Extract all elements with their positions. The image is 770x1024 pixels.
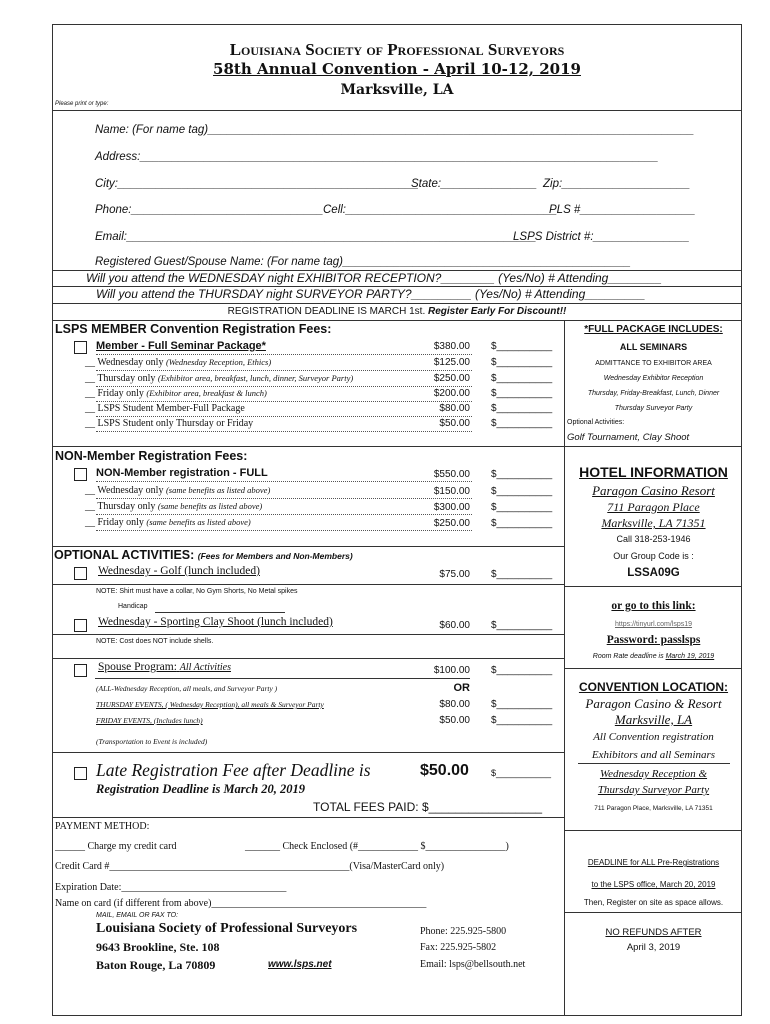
room-deadline-prefix: Room Rate deadline is bbox=[592, 653, 664, 660]
spouse-amount[interactable]: $__________ bbox=[491, 665, 553, 676]
convention-underline bbox=[578, 763, 730, 764]
member-thursday-price: $250.00 bbox=[433, 373, 470, 384]
golf-note: NOTE: Shirt must have a collar, No Gym Shorts, No Metal spikes bbox=[96, 588, 298, 595]
member-wednesday-detail: (Wednesday Reception, Ethics) bbox=[165, 357, 272, 367]
dotted-leader bbox=[96, 530, 472, 531]
convention-address: 711 Paragon Place, Marksville, LA 71351 bbox=[594, 805, 713, 812]
golf-price: $75.00 bbox=[439, 569, 470, 580]
spouse-line bbox=[95, 678, 470, 679]
credit-card-field[interactable]: Credit Card #________________________________________________(Visa/MasterCard only) bbox=[55, 861, 445, 872]
room-deadline-date: March 19, 2019 bbox=[665, 653, 715, 660]
sidebar-divider-1 bbox=[564, 446, 742, 447]
member-thursday-detail: (Exhibitor area, breakfast, lunch, dinner, Surveyor Party) bbox=[157, 373, 354, 383]
spouse-friday: FRIDAY EVENTS, (Includes lunch) bbox=[96, 716, 203, 725]
hotel-password: Password: passlsps bbox=[606, 634, 701, 646]
spouse-divider-top bbox=[52, 658, 564, 659]
district-field[interactable]: LSPS District #:_______________ bbox=[513, 231, 690, 243]
spouse-friday-price: $50.00 bbox=[439, 715, 470, 726]
total-label: TOTAL FEES PAID: bbox=[313, 800, 419, 814]
dotted-leader bbox=[96, 386, 472, 387]
footer-street: 9643 Brookline, Ste. 108 bbox=[96, 940, 220, 954]
convention-title: 58th Annual Convention - April 10-12, 2019 bbox=[213, 60, 581, 78]
wed-reception-text: Wednesday Exhibitor Reception bbox=[603, 375, 704, 382]
hotel-booking-link[interactable]: https://tinyurl.com/lsps19 bbox=[614, 621, 693, 628]
member-thursday-label: Thursday only bbox=[97, 373, 156, 384]
nonmember-thursday-label: Thursday only bbox=[97, 501, 156, 512]
member-friday-price: $200.00 bbox=[433, 388, 470, 399]
member-wednesday-row[interactable]: __ Wednesday only (Wednesday Reception, Ethics) bbox=[85, 357, 272, 368]
spouse-price: $100.00 bbox=[433, 665, 470, 676]
print-note: Please print or type: bbox=[55, 101, 109, 107]
footer-email: Email: lsps@bellsouth.net bbox=[420, 959, 526, 970]
nonmember-section-heading: NON-Member Registration Fees: bbox=[55, 449, 248, 463]
member-thursday-amount[interactable]: $__________ bbox=[491, 373, 553, 384]
convention-exhibitors: Exhibitors and all Seminars bbox=[591, 749, 716, 761]
optional-activities-list: Golf Tournament, Clay Shoot bbox=[567, 432, 690, 443]
member-full-amount[interactable]: $__________ bbox=[491, 341, 553, 352]
check-enclosed-option[interactable]: _______ Check Enclosed (#____________ $________________) bbox=[245, 841, 509, 852]
expiration-field[interactable]: Expiration Date:_________________________________ bbox=[55, 882, 287, 893]
late-divider bbox=[52, 752, 564, 753]
nonmember-divider bbox=[52, 546, 564, 547]
spouse-all-note: (ALL-Wednesday Reception, all meals, and Surveyor Party ) bbox=[96, 684, 278, 693]
spouse-detail: All Activities bbox=[179, 662, 231, 673]
convention-location-heading: CONVENTION LOCATION: bbox=[578, 680, 729, 694]
student-full-label: LSPS Student Member-Full Package bbox=[97, 403, 245, 414]
nonmember-friday-amount[interactable]: $__________ bbox=[491, 518, 553, 529]
deadline-notice bbox=[52, 306, 742, 317]
nonmember-friday-row[interactable]: __ Friday only (same benefits as listed above) bbox=[85, 517, 251, 528]
member-thursday-row[interactable]: __ Thursday only (Exhibitor area, breakfast, lunch, dinner, Surveyor Party) bbox=[85, 373, 354, 384]
deadline-notice-italic: Register Early For Discount!! bbox=[428, 306, 567, 317]
guest-name-field[interactable]: Registered Guest/Spouse Name: (For name tag)_____________________________________________ bbox=[95, 256, 631, 268]
sidebar-divider-4 bbox=[564, 830, 742, 831]
clay-amount[interactable]: $__________ bbox=[491, 620, 553, 631]
package-heading: *FULL PACKAGE INCLUDES: bbox=[584, 324, 723, 335]
clay-note: NOTE: Cost does NOT include shells. bbox=[96, 638, 214, 645]
hotel-heading: HOTEL INFORMATION bbox=[579, 464, 728, 480]
dotted-leader bbox=[96, 431, 472, 432]
dotted-leader bbox=[96, 370, 472, 371]
dotted-leader bbox=[96, 401, 472, 402]
convention-city: Marksville, LA bbox=[614, 712, 693, 727]
nonmember-thursday-price: $300.00 bbox=[433, 502, 470, 513]
group-code: LSSA09G bbox=[627, 567, 680, 579]
nonmember-wednesday-detail: (same benefits as listed above) bbox=[165, 485, 271, 495]
nonmember-full-amount[interactable]: $__________ bbox=[491, 469, 553, 480]
sidebar-divider-5 bbox=[564, 912, 742, 913]
spouse-thursday: THURSDAY EVENTS, ( Wednesday Reception), all meals & Surveyor Party bbox=[96, 700, 324, 709]
mail-note: MAIL, EMAIL OR FAX TO: bbox=[96, 912, 179, 919]
total-amount[interactable]: $_________________ bbox=[421, 800, 543, 814]
optional-activities-label: Optional Activities: bbox=[567, 419, 625, 426]
late-checkbox[interactable] bbox=[74, 767, 87, 780]
nonmember-wednesday-label: Wednesday only bbox=[97, 485, 164, 496]
org-title: Louisiana Society of Professional Surveyors bbox=[229, 40, 565, 59]
header-divider bbox=[52, 110, 742, 111]
member-full-label: Member - Full Seminar Package* bbox=[96, 340, 266, 352]
wednesday-attend-question[interactable]: Will you attend the WEDNESDAY night EXHIBITOR RECEPTION?________ (Yes/No) # Attending________ bbox=[86, 271, 662, 285]
spouse-label: Spouse Program: bbox=[98, 661, 177, 673]
zip-field[interactable]: Zip:____________________ bbox=[543, 178, 691, 190]
hotel-name: Paragon Casino Resort bbox=[592, 483, 715, 498]
cell-field[interactable]: Cell:_________________________________ bbox=[323, 204, 558, 216]
spouse-checkbox[interactable] bbox=[74, 664, 87, 677]
total-divider bbox=[52, 817, 564, 818]
city-field[interactable]: City:_______________________________________________ bbox=[95, 178, 419, 190]
nonmember-friday-detail: (same benefits as listed above) bbox=[146, 517, 251, 527]
nonmember-friday-price: $250.00 bbox=[433, 518, 470, 529]
room-deadline bbox=[565, 653, 742, 660]
nonmember-full-checkbox[interactable] bbox=[74, 468, 87, 481]
student-full-price: $80.00 bbox=[439, 403, 470, 414]
member-full-price: $380.00 bbox=[433, 341, 470, 352]
pls-field[interactable]: PLS #__________________ bbox=[549, 204, 696, 216]
preregistration-deadline: DEADLINE for ALL Pre-Registrations bbox=[587, 858, 720, 867]
name-field[interactable]: Name: (For name tag)____________________________________________________________________________ bbox=[95, 124, 695, 136]
footer-org-name: Louisiana Society of Professional Surveyors bbox=[96, 921, 358, 936]
nonmember-full-label: NON-Member registration - FULL bbox=[96, 467, 268, 479]
onsite-registration-note: Then, Register on site as space allows. bbox=[583, 898, 724, 907]
member-section-heading: LSPS MEMBER Convention Registration Fees: bbox=[55, 322, 332, 336]
payment-heading: PAYMENT METHOD: bbox=[55, 821, 150, 832]
refund-date: April 3, 2019 bbox=[626, 942, 681, 953]
link-label: or go to this link: bbox=[611, 600, 696, 612]
nonmember-full-price: $550.00 bbox=[433, 469, 470, 480]
transport-note: (Transportation to Event is included) bbox=[96, 737, 208, 746]
member-friday-amount[interactable]: $__________ bbox=[491, 388, 553, 399]
dotted-leader bbox=[96, 481, 472, 482]
clay-price: $60.00 bbox=[439, 620, 470, 631]
member-wednesday-price: $125.00 bbox=[433, 357, 470, 368]
dotted-leader bbox=[96, 416, 472, 417]
member-wednesday-label: Wednesday only bbox=[97, 357, 164, 368]
late-price: $50.00 bbox=[420, 762, 469, 779]
golf-handicap-label: Handicap bbox=[118, 603, 148, 610]
late-deadline: Registration Deadline is March 20, 2019 bbox=[96, 782, 306, 796]
member-friday-label: Friday only bbox=[97, 388, 144, 399]
hotel-city: Marksville, LA 71351 bbox=[601, 516, 706, 530]
hotel-street: 711 Paragon Place bbox=[607, 500, 700, 514]
student-full-amount[interactable]: $__________ bbox=[491, 403, 553, 414]
student-day-price: $50.00 bbox=[439, 418, 470, 429]
convention-wednesday: Wednesday Reception & bbox=[599, 768, 708, 780]
optional-heading-title: OPTIONAL ACTIVITIES: bbox=[54, 548, 195, 562]
golf-amount[interactable]: $__________ bbox=[491, 569, 553, 580]
address-field[interactable]: Address:_________________________________________________________________________________ bbox=[95, 151, 659, 163]
thu-fri-text: Thursday, Friday-Breakfast, Lunch, Dinner bbox=[587, 390, 720, 397]
clay-checkbox[interactable] bbox=[74, 619, 87, 632]
spouse-row bbox=[98, 661, 231, 673]
dotted-leader bbox=[96, 514, 472, 515]
student-day-label: LSPS Student only Thursday or Friday bbox=[97, 418, 254, 429]
golf-label: Wednesday - Golf (lunch included) bbox=[98, 565, 260, 577]
sidebar-divider-3 bbox=[564, 668, 742, 669]
footer-website-link[interactable]: www.lsps.net bbox=[268, 959, 332, 970]
thursday-attend-question[interactable]: Will you attend the THURSDAY night SURVEYOR PARTY?_________ (Yes/No) # Attending_________ bbox=[96, 287, 646, 301]
state-field[interactable]: State:_______________ bbox=[411, 178, 537, 190]
no-refunds: NO REFUNDS AFTER bbox=[605, 927, 702, 938]
student-full-row[interactable]: __ LSPS Student Member-Full Package bbox=[85, 403, 245, 414]
student-day-row[interactable]: __ LSPS Student only Thursday or Friday bbox=[85, 418, 254, 429]
clay-label: Wednesday - Sporting Clay Shoot (lunch included) bbox=[98, 616, 333, 628]
footer-fax: Fax: 225.925-5802 bbox=[420, 942, 497, 953]
deadline-notice-bold: REGISTRATION DEADLINE IS MARCH 1st. bbox=[227, 306, 426, 317]
footer-city: Baton Rouge, La 70809 bbox=[96, 958, 216, 972]
optional-subheading: (Fees for Members and Non-Members) bbox=[197, 551, 353, 561]
total-row[interactable] bbox=[313, 800, 542, 814]
handicap-line[interactable] bbox=[155, 612, 285, 613]
nonmember-wednesday-price: $150.00 bbox=[433, 486, 470, 497]
member-wednesday-amount[interactable]: $__________ bbox=[491, 357, 553, 368]
golf-checkbox[interactable] bbox=[74, 567, 87, 580]
dotted-leader bbox=[96, 498, 472, 499]
member-friday-row[interactable]: __ Friday only (Exhibitor area, breakfast & lunch) bbox=[85, 388, 267, 399]
nonmember-friday-label: Friday only bbox=[97, 517, 144, 528]
nonmember-wednesday-row[interactable]: __ Wednesday only (same benefits as listed above) bbox=[85, 485, 271, 496]
footer-phone: Phone: 225.925-5800 bbox=[420, 926, 507, 937]
group-code-label: Our Group Code is : bbox=[613, 551, 694, 561]
nonmember-wednesday-amount[interactable]: $__________ bbox=[491, 486, 553, 497]
nonmember-thursday-row[interactable]: __ Thursday only (same benefits as listed above) bbox=[85, 501, 263, 512]
spouse-friday-amount[interactable]: $__________ bbox=[491, 715, 553, 726]
or-text: OR bbox=[453, 682, 470, 694]
phone-field[interactable]: Phone:______________________________ bbox=[95, 204, 324, 216]
late-label: Late Registration Fee after Deadline is bbox=[96, 760, 371, 780]
all-seminars: ALL SEMINARS bbox=[619, 342, 688, 352]
spouse-thursday-price: $80.00 bbox=[439, 699, 470, 710]
dotted-leader bbox=[96, 354, 472, 355]
member-friday-detail: (Exhibitor area, breakfast & lunch) bbox=[146, 388, 267, 398]
office-deadline: to the LSPS office, March 20, 2019 bbox=[591, 880, 716, 889]
nonmember-thursday-detail: (same benefits as listed above) bbox=[157, 501, 263, 511]
sidebar-divider-2 bbox=[564, 586, 742, 587]
section-divider-top bbox=[52, 320, 742, 321]
spouse-thursday-amount[interactable]: $__________ bbox=[491, 699, 553, 710]
optional-heading bbox=[54, 548, 353, 562]
member-full-checkbox[interactable] bbox=[74, 341, 87, 354]
thu-party-text: Thursday Surveyor Party bbox=[614, 405, 693, 412]
thursday-divider bbox=[52, 303, 742, 304]
convention-all-registration: All Convention registration bbox=[593, 731, 714, 743]
golf-divider bbox=[52, 584, 564, 585]
clay-divider bbox=[52, 634, 564, 635]
hotel-call: Call 318-253-1946 bbox=[616, 534, 691, 544]
name-on-card-field[interactable]: Name on card (if different from above)___________________________________________ bbox=[55, 898, 427, 909]
late-amount[interactable]: $___________ bbox=[491, 768, 552, 778]
convention-location: Marksville, LA bbox=[340, 82, 454, 98]
convention-thursday: Thursday Surveyor Party bbox=[597, 784, 710, 796]
email-field[interactable]: Email:________________________________________________________________ bbox=[95, 231, 537, 243]
convention-venue: Paragon Casino & Resort bbox=[585, 696, 722, 711]
student-day-amount[interactable]: $__________ bbox=[491, 418, 553, 429]
charge-card-option[interactable]: ______ Charge my credit card bbox=[55, 841, 177, 852]
nonmember-thursday-amount[interactable]: $__________ bbox=[491, 502, 553, 513]
member-divider bbox=[52, 446, 564, 447]
admittance-text: ADMITTANCE TO EXHIBITOR AREA bbox=[595, 360, 712, 367]
